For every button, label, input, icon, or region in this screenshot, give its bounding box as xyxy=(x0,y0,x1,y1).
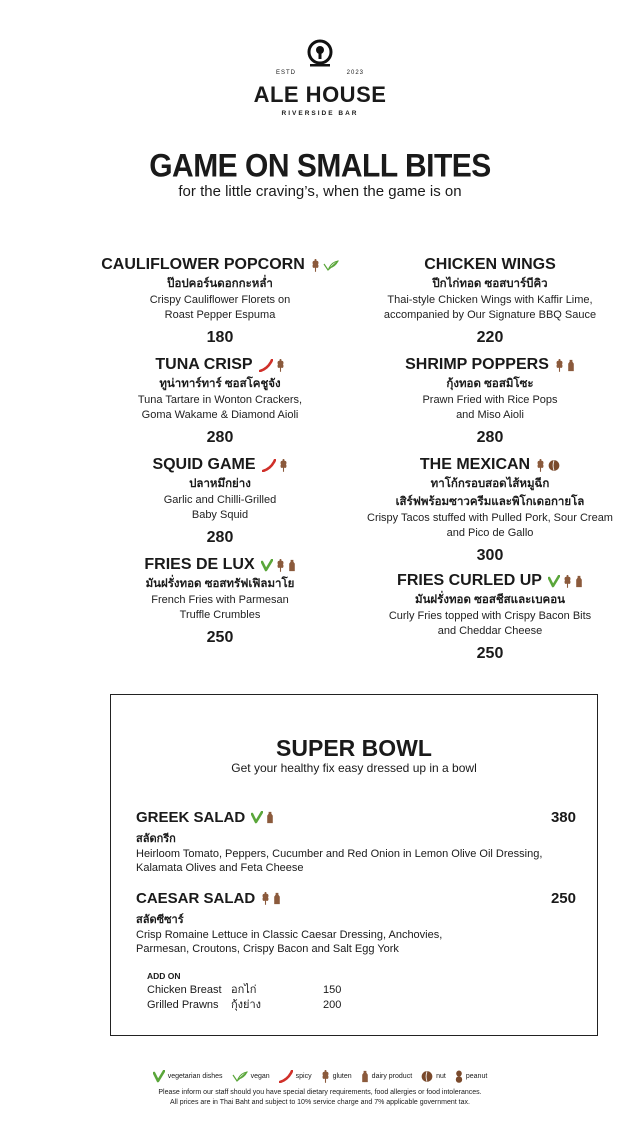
legend-label: spicy xyxy=(295,1073,312,1080)
logo xyxy=(0,38,640,117)
salad-price: 250 xyxy=(550,890,576,907)
legend-item xyxy=(232,1070,270,1083)
diet-icons xyxy=(536,459,560,472)
description-line: Truffle Crumbles xyxy=(179,609,261,621)
menu-item-price: 280 xyxy=(476,429,504,446)
description-line: Crispy Cauliflower Florets on xyxy=(149,294,291,306)
addon-title: ADD ON xyxy=(147,971,181,981)
spicy-icon xyxy=(259,359,273,372)
gluten-icon xyxy=(311,259,320,272)
addon-price: 200 xyxy=(323,999,342,1011)
menu-item-name: THE MEXICAN xyxy=(419,456,531,473)
allergen-legend xyxy=(0,1070,640,1083)
description-line: Baby Squid xyxy=(191,509,249,521)
legend-item xyxy=(421,1070,446,1083)
menu-item-description xyxy=(365,393,615,423)
menu-item-description xyxy=(95,593,345,623)
super-bowl-section xyxy=(110,694,598,1036)
menu-item-name: TUNA CRISP xyxy=(155,356,253,373)
menu-item-description xyxy=(365,609,615,639)
menu-item xyxy=(95,556,345,647)
addon-thai: กุ้งย่าง xyxy=(231,999,262,1011)
legend-item xyxy=(361,1070,412,1083)
menu-item-thai: มันฝรั่งทอด ซอสชีสและเบคอน xyxy=(414,594,565,606)
addon-price: 150 xyxy=(323,984,342,996)
vegan-icon xyxy=(232,1070,248,1083)
menu-item-thai: ทาโก้กรอบสอดไส้หมูฉีก เสิร์ฟพร้อมซาวครีมและพิโกเดอกายโล xyxy=(395,478,585,508)
menu-item xyxy=(95,456,345,547)
addon-name: Chicken Breast xyxy=(147,984,222,996)
description-line: accompanied by Our Signature BBQ Sauce xyxy=(383,309,597,321)
menu-item-name-row xyxy=(144,556,295,574)
vegetarian-icon xyxy=(548,575,560,588)
description-line: Crispy Tacos stuffed with Pulled Pork, Sour Cream xyxy=(367,512,613,524)
salad-description xyxy=(136,847,576,875)
salad-name-row xyxy=(136,809,274,826)
description-line: Kalamata Olives and Feta Cheese xyxy=(136,862,304,874)
vegetarian-icon xyxy=(261,559,273,572)
gluten-icon xyxy=(276,559,285,572)
description-line: Garlic and Chilli-Grilled xyxy=(163,494,277,506)
menu-item-price: 300 xyxy=(476,547,504,564)
description-line: Thai-style Chicken Wings with Kaffir Lime, xyxy=(387,294,593,306)
footer-note: All prices are in Thai Baht and subject to 10% service charge and 7% applicable government tax. xyxy=(170,1099,470,1106)
nut-icon xyxy=(421,1070,433,1083)
menu-item-price: 250 xyxy=(476,645,504,662)
menu-item-name: SQUID GAME xyxy=(152,456,256,473)
menu-item-name-row xyxy=(424,256,556,274)
menu-item-name-row xyxy=(397,572,583,590)
legend-label: gluten xyxy=(332,1073,352,1080)
description-line: Heirloom Tomato, Peppers, Cucumber and Red Onion in Lemon Olive Oil Dressing, xyxy=(136,848,543,860)
left-menu-column xyxy=(95,256,345,656)
footer-note: Please inform our staff should you have special dietary requirements, food allergies or food intolerances. xyxy=(158,1089,482,1096)
brand-name: ALE HOUSE xyxy=(253,82,387,107)
menu-item-thai: กุ้งทอด ซอสมิโซะ xyxy=(446,378,534,390)
logo-year: 2023 xyxy=(346,70,364,76)
legend-label: peanut xyxy=(465,1073,488,1080)
menu-item-description xyxy=(95,393,345,423)
legend-label: dairy product xyxy=(371,1073,413,1080)
logo-estd: ESTD xyxy=(276,70,297,76)
gluten-icon xyxy=(279,459,288,472)
diet-icons xyxy=(261,559,296,572)
menu-item-price: 220 xyxy=(476,329,504,346)
legend-item xyxy=(279,1070,312,1083)
legend-label: vegetarian dishes xyxy=(167,1073,223,1080)
gluten-icon xyxy=(536,459,545,472)
addon-name: Grilled Prawns xyxy=(147,999,219,1011)
dairy-icon xyxy=(361,1070,369,1083)
menu-item xyxy=(365,356,615,447)
legend-item xyxy=(321,1070,352,1083)
addon-row xyxy=(147,983,341,998)
description-line: French Fries with Parmesan xyxy=(151,594,289,606)
vegan-icon xyxy=(323,259,339,272)
menu-item-thai: มันฝรั่งทอด ซอสทรัฟเฟิลมาโย xyxy=(145,578,295,590)
description-line: Prawn Fried with Rice Pops xyxy=(422,394,558,406)
legend-label: nut xyxy=(436,1073,446,1080)
diet-icons xyxy=(311,259,339,272)
addon-row xyxy=(147,998,341,1013)
menu-item xyxy=(95,256,345,347)
menu-item xyxy=(365,256,615,347)
peanut-icon xyxy=(455,1070,463,1083)
gluten-icon xyxy=(276,359,285,372)
gluten-icon xyxy=(563,575,572,588)
menu-item-name: FRIES DE LUX xyxy=(144,556,255,573)
diet-icons xyxy=(555,359,575,372)
salad-name: GREEK SALAD xyxy=(136,809,246,826)
menu-item-name: CAULIFLOWER POPCORN xyxy=(101,256,305,273)
footer-notes xyxy=(0,1088,640,1108)
menu-item-name: CHICKEN WINGS xyxy=(424,256,556,273)
menu-item-name-row xyxy=(420,456,560,474)
dairy-icon xyxy=(273,892,281,905)
menu-item-description xyxy=(365,293,615,323)
menu-item-price: 250 xyxy=(206,629,234,646)
menu-item-description xyxy=(365,511,615,541)
menu-item-name-row xyxy=(152,456,287,474)
right-menu-column xyxy=(365,256,615,666)
diet-icons xyxy=(548,575,583,588)
page-tagline: for the little craving’s, when the game is on xyxy=(178,183,462,200)
menu-item-name-row xyxy=(155,356,284,374)
description-line: Crisp Romaine Lettuce in Classic Caesar Dressing, Anchovies, xyxy=(136,929,443,941)
menu-item xyxy=(365,572,615,663)
spicy-icon xyxy=(279,1070,293,1083)
legend-item xyxy=(153,1070,223,1083)
diet-icons xyxy=(259,359,285,372)
salad-item xyxy=(136,809,576,875)
description-line: Tuna Tartare in Wonton Crackers, xyxy=(137,394,303,406)
addon-thai: อกไก่ xyxy=(231,984,257,996)
menu-item-description xyxy=(95,293,345,323)
menu-item-description xyxy=(95,493,345,523)
legend-item xyxy=(455,1070,487,1083)
salad-name: CAESAR SALAD xyxy=(136,890,256,907)
diet-icons xyxy=(261,892,281,905)
menu-item-name-row xyxy=(405,356,575,374)
menu-item-thai: ป๊อปคอร์นดอกกะหล่ำ xyxy=(167,278,273,290)
salad-thai: สลัดซีซาร์ xyxy=(136,914,184,926)
salad-price: 380 xyxy=(550,809,576,826)
vegetarian-icon xyxy=(153,1070,165,1083)
vegetarian-icon xyxy=(251,811,263,824)
dairy-icon xyxy=(266,811,274,824)
description-line: and Cheddar Cheese xyxy=(437,625,543,637)
menu-item-thai: ทูน่าทาร์ทาร์ ซอสโคชูจัง xyxy=(159,378,281,390)
legend-label: vegan xyxy=(250,1073,270,1080)
gluten-icon xyxy=(261,892,270,905)
description-line: Curly Fries topped with Crispy Bacon Bits xyxy=(388,610,592,622)
nut-icon xyxy=(548,459,560,472)
brand-sub: RIVERSIDE BAR xyxy=(281,110,359,117)
gluten-icon xyxy=(321,1070,330,1083)
menu-item-name-row xyxy=(101,256,339,274)
super-bowl-title: SUPER BOWL xyxy=(276,735,432,761)
description-line: and Pico de Gallo xyxy=(446,527,534,539)
menu-item-name: FRIES CURLED UP xyxy=(397,572,542,589)
menu-item-name: SHRIMP POPPERS xyxy=(405,356,549,373)
description-line: Goma Wakame & Diamond Aioli xyxy=(141,409,299,421)
salad-thai: สลัดกรีก xyxy=(136,833,176,845)
description-line: and Miso Aioli xyxy=(456,409,524,421)
menu-item xyxy=(365,456,615,565)
salad-item xyxy=(136,890,576,956)
spicy-icon xyxy=(262,459,276,472)
dairy-icon xyxy=(567,359,575,372)
logo-mark-icon xyxy=(304,38,336,70)
menu-item-thai: ปีกไก่ทอด ซอสบาร์บีคิว xyxy=(432,278,548,290)
description-line: Parmesan, Croutons, Crispy Bacon and Salt Egg York xyxy=(136,943,399,955)
menu-item-thai: ปลาหมึกย่าง xyxy=(189,478,251,490)
page-title: GAME ON SMALL BITES xyxy=(149,148,491,185)
super-bowl-tagline: Get your healthy fix easy dressed up in a bowl xyxy=(231,761,477,775)
salad-name-row xyxy=(136,890,281,907)
menu-item-price: 280 xyxy=(206,429,234,446)
menu-item-price: 280 xyxy=(206,529,234,546)
diet-icons xyxy=(251,811,274,824)
description-line: Roast Pepper Espuma xyxy=(164,309,276,321)
salad-description xyxy=(136,928,576,956)
menu-item xyxy=(95,356,345,447)
dairy-icon xyxy=(575,575,583,588)
dairy-icon xyxy=(288,559,296,572)
menu-item-price: 180 xyxy=(206,329,234,346)
gluten-icon xyxy=(555,359,564,372)
diet-icons xyxy=(262,459,288,472)
addon-section xyxy=(147,971,341,1013)
